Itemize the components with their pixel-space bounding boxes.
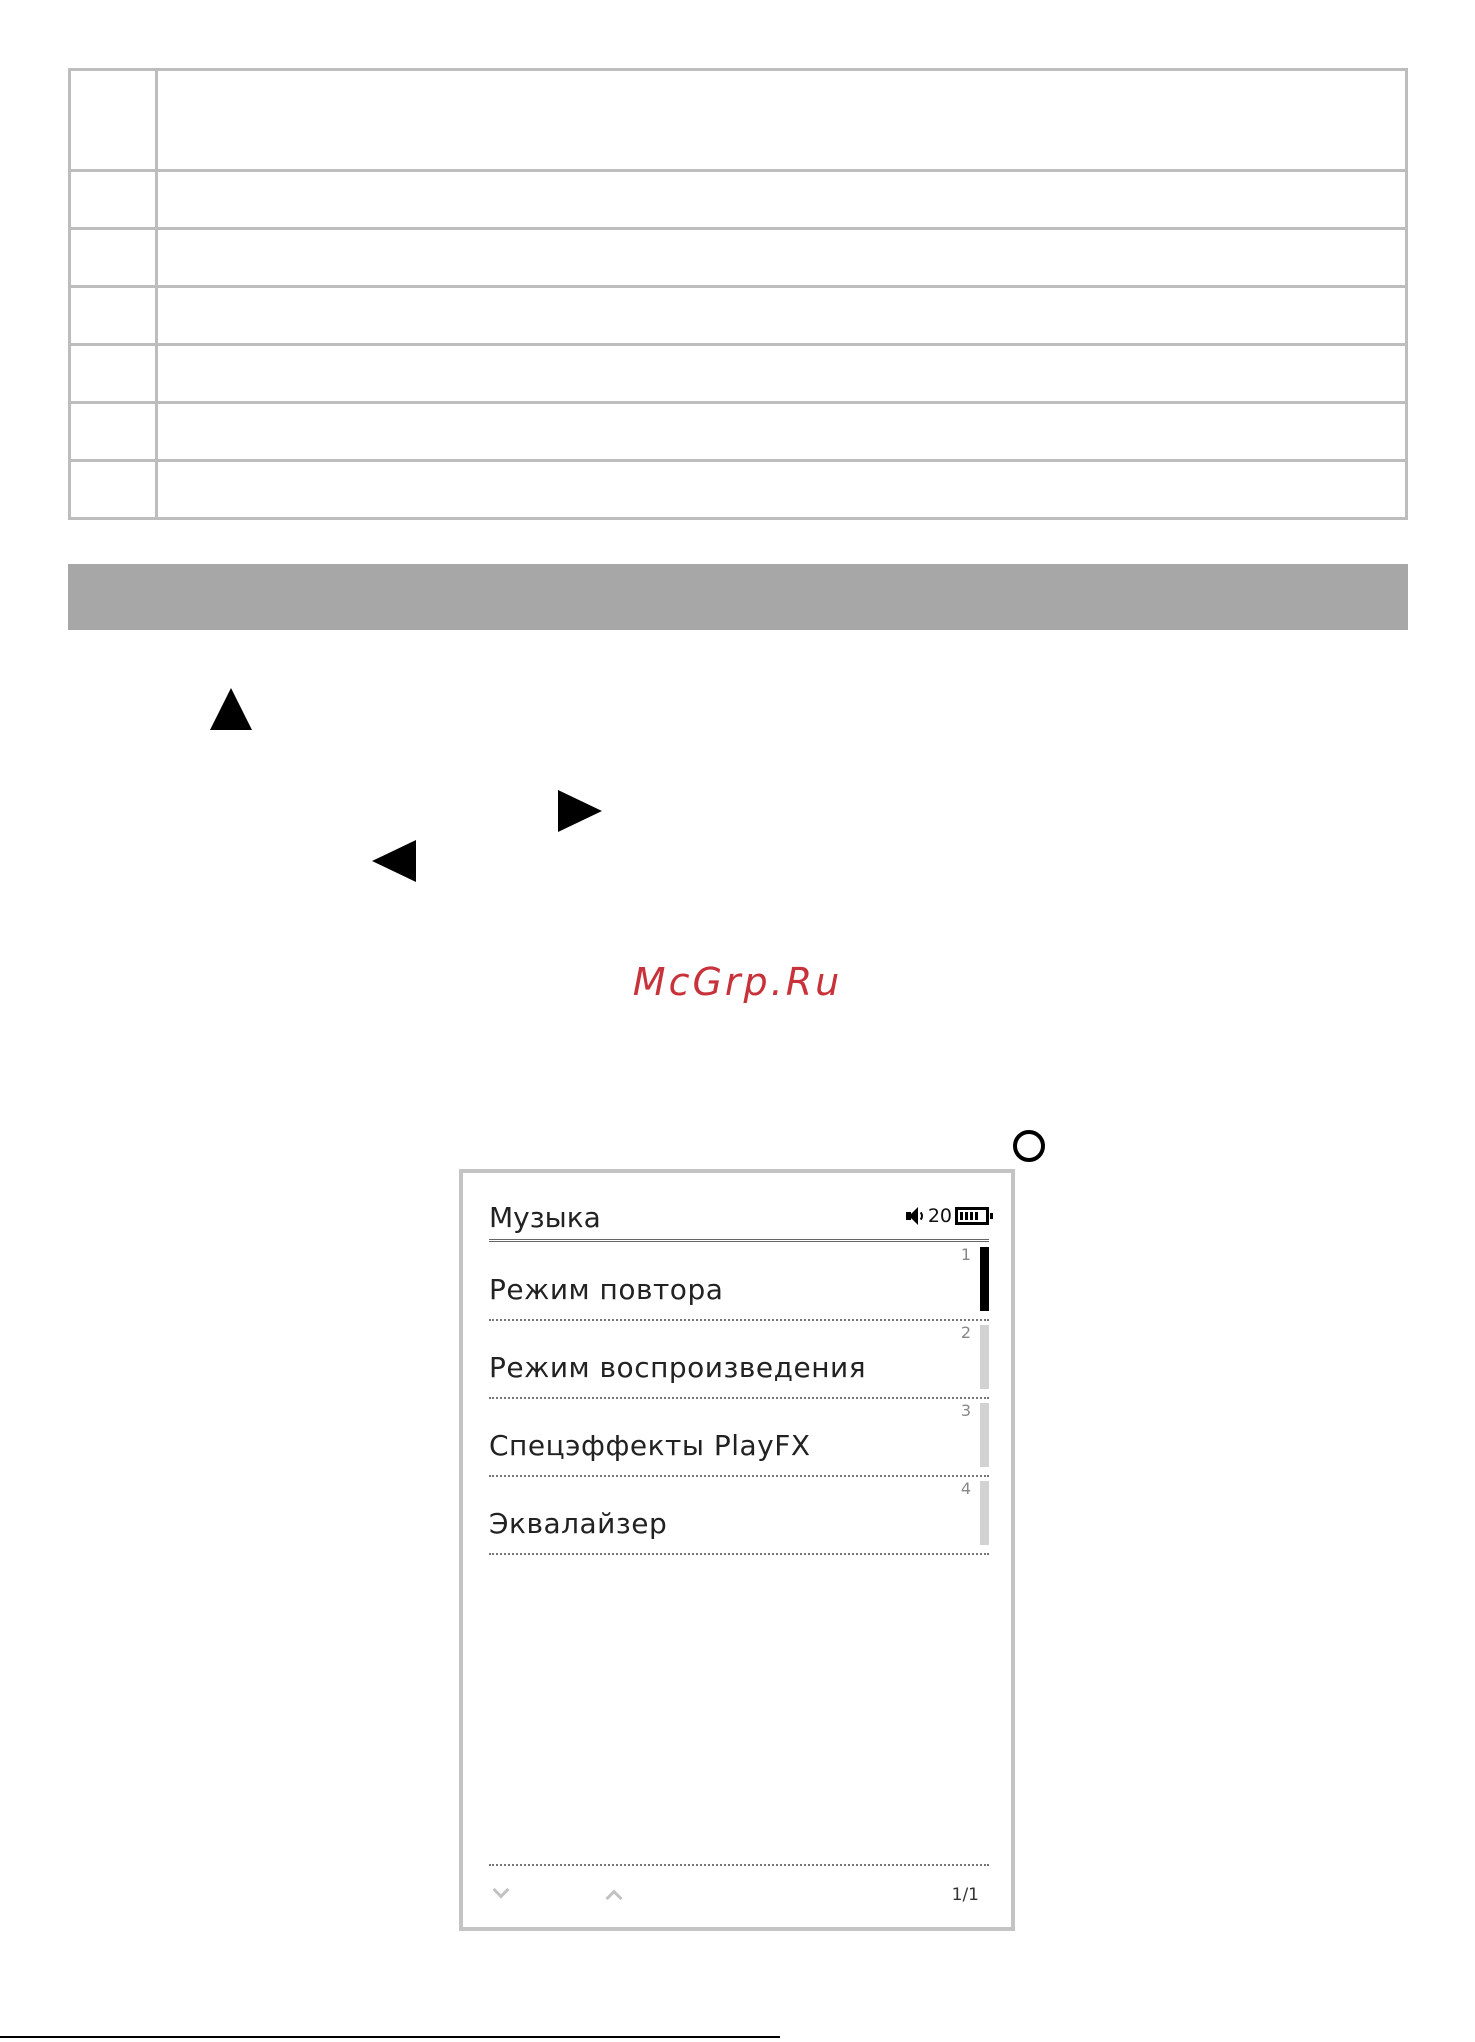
menu-item-index: 2	[960, 1323, 971, 1342]
chevron-up-icon[interactable]	[606, 1890, 623, 1907]
table-row	[70, 345, 1407, 403]
menu-item-equalizer[interactable]	[489, 1477, 989, 1555]
triangle-up-icon	[210, 688, 252, 730]
table-cell-number	[70, 229, 157, 287]
screen-title: Музыка	[489, 1201, 601, 1234]
scroll-indicator	[980, 1481, 989, 1545]
table-row	[70, 403, 1407, 461]
menu-item-playfx[interactable]	[489, 1399, 989, 1477]
table-cell-number	[70, 171, 157, 229]
scroll-indicator	[980, 1325, 989, 1389]
table-row	[70, 171, 1407, 229]
callout-circle-icon	[1013, 1130, 1045, 1162]
speaker-icon	[906, 1205, 926, 1227]
menu-item-label: Спецэффекты PlayFX	[489, 1429, 811, 1462]
table-cell-description	[157, 171, 1407, 229]
table-cell-number	[70, 461, 157, 519]
volume-value: 20	[927, 1205, 952, 1227]
watermark: McGrp.Ru	[632, 960, 843, 1004]
menu-item-index: 4	[960, 1479, 971, 1498]
triangle-right-icon	[558, 790, 602, 832]
table-cell-description	[157, 403, 1407, 461]
table-row	[70, 70, 1407, 171]
battery-icon	[955, 1207, 989, 1225]
menu-item-label: Режим воспроизведения	[489, 1351, 867, 1384]
chevron-down-icon[interactable]	[493, 1882, 510, 1899]
menu-item-repeat-mode[interactable]	[489, 1243, 989, 1321]
table-row	[70, 461, 1407, 519]
header-divider	[489, 1239, 989, 1242]
scroll-indicator	[980, 1403, 989, 1467]
section-heading-bar	[68, 564, 1408, 630]
table-cell-description	[157, 287, 1407, 345]
screen-header	[489, 1199, 989, 1237]
table-cell-number	[70, 345, 157, 403]
table-cell-description	[157, 229, 1407, 287]
table-cell-number	[70, 403, 157, 461]
table-cell-number	[70, 70, 157, 171]
menu-item-label: Эквалайзер	[489, 1507, 668, 1540]
spec-table	[68, 68, 1408, 520]
page-indicator: 1/1	[951, 1885, 979, 1905]
device-screen	[459, 1169, 1015, 1931]
table-cell-description	[157, 70, 1407, 171]
scroll-indicator	[980, 1247, 989, 1311]
menu-item-play-mode[interactable]	[489, 1321, 989, 1399]
table-cell-number	[70, 287, 157, 345]
triangle-left-icon	[372, 840, 416, 882]
footer-divider	[489, 1864, 989, 1866]
menu-item-index: 3	[960, 1401, 971, 1420]
page-bottom-rule	[0, 2036, 780, 2038]
table-cell-description	[157, 345, 1407, 403]
table-cell-description	[157, 461, 1407, 519]
menu-item-index: 1	[960, 1245, 971, 1264]
table-row	[70, 229, 1407, 287]
menu-item-label: Режим повтора	[489, 1273, 724, 1306]
table-row	[70, 287, 1407, 345]
status-area	[906, 1201, 989, 1231]
